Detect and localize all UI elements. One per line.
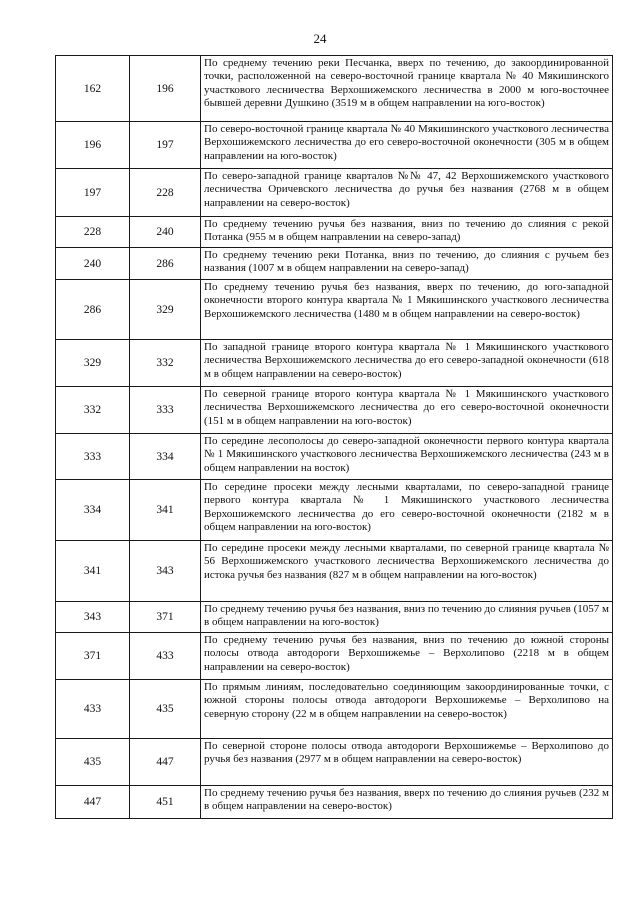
to-point: 341 bbox=[130, 480, 201, 541]
from-point: 162 bbox=[56, 56, 130, 122]
from-point: 371 bbox=[56, 633, 130, 680]
to-point: 329 bbox=[130, 280, 201, 340]
table-row bbox=[56, 217, 613, 248]
table-row bbox=[56, 786, 613, 819]
to-point: 343 bbox=[130, 541, 201, 602]
segment-description: По северо-западной границе кварталов №№ 47, 42 Верхошижемского участкового лесничества Оричевского лесничества до ручья без названия (2768 м в общем направлении на северо-восток) bbox=[201, 169, 613, 217]
from-point: 240 bbox=[56, 248, 130, 280]
from-point: 341 bbox=[56, 541, 130, 602]
table-row bbox=[56, 602, 613, 633]
from-point: 334 bbox=[56, 480, 130, 541]
table-row bbox=[56, 680, 613, 739]
table-row bbox=[56, 480, 613, 541]
segment-description: По среднему течению ручья без названия, вниз по течению до слияния ручьев (1057 м в общем направлении на юго-восток) bbox=[201, 602, 613, 633]
from-point: 228 bbox=[56, 217, 130, 248]
boundary-table bbox=[55, 55, 613, 819]
page-number: 24 bbox=[313, 31, 327, 46]
table-row bbox=[56, 633, 613, 680]
from-point: 197 bbox=[56, 169, 130, 217]
from-point: 343 bbox=[56, 602, 130, 633]
segment-description: По середине просеки между лесными кварталами, по северной границе квартала № 56 Верхошижемского участкового лесничества Верхошижемского лесничества до истока ручья без названия (827 м в общем направлении на юго-восток) bbox=[201, 541, 613, 602]
segment-description: По среднему течению ручья без названия, вниз по течению до южной стороны полосы отвода автодороги Верхошижемье – Верхолипово (2218 м в общем направлении на северо-восток) bbox=[201, 633, 613, 680]
table-row bbox=[56, 739, 613, 786]
segment-description: По западной границе второго контура квартала № 1 Мякишинского участкового лесничества Верхошижемского лесничества до его северо-западной оконечности (618 м в общем направлении на северо-восток) bbox=[201, 340, 613, 387]
segment-description: По середине лесополосы до северо-западной оконечности первого контура квартала № 1 Мякишинского участкового лесничества Верхошижемского лесничества (243 м в общем направлении на восток) bbox=[201, 434, 613, 480]
segment-description: По середине просеки между лесными кварталами, по северо-западной границе первого контура квартала № 1 Мякишинского участкового лесничества Верхошижемского лесничества до его северо-восточной оконечности (2182 м в общем направлении на юго-восток) bbox=[201, 480, 613, 541]
to-point: 451 bbox=[130, 786, 201, 819]
to-point: 333 bbox=[130, 387, 201, 434]
from-point: 333 bbox=[56, 434, 130, 480]
segment-description: По среднему течению ручья без названия, вниз по течению до слияния с рекой Потанка (955 м в общем направлении на северо-запад) bbox=[201, 217, 613, 248]
table-row bbox=[56, 122, 613, 169]
to-point: 286 bbox=[130, 248, 201, 280]
segment-description: По среднему течению реки Песчанка, вверх по течению, до закоординированной точки, расположенной на северо-восточной границе квартала № 40 Мякишинского участкового лесничества Верхошижемского лесничества в 2000 м юго-восточнее бывшей деревни Душкино (3519 м в общем направлении на юго-восток) bbox=[201, 56, 613, 122]
to-point: 196 bbox=[130, 56, 201, 122]
to-point: 240 bbox=[130, 217, 201, 248]
to-point: 447 bbox=[130, 739, 201, 786]
to-point: 435 bbox=[130, 680, 201, 739]
table-row bbox=[56, 280, 613, 340]
to-point: 334 bbox=[130, 434, 201, 480]
segment-description: По северо-восточной границе квартала № 40 Мякишинского участкового лесничества Верхошижемского лесничества до его северо-восточной оконечности (305 м в общем направлении на юго-восток) bbox=[201, 122, 613, 169]
segment-description: По северной стороне полосы отвода автодороги Верхошижемье – Верхолипово до ручья без названия (2977 м в общем направлении на северо-восток) bbox=[201, 739, 613, 786]
table-row bbox=[56, 169, 613, 217]
table-row bbox=[56, 56, 613, 122]
to-point: 332 bbox=[130, 340, 201, 387]
segment-description: По среднему течению реки Потанка, вниз по течению, до слияния с ручьем без названия (1007 м в общем направлении на северо-запад) bbox=[201, 248, 613, 280]
from-point: 433 bbox=[56, 680, 130, 739]
from-point: 329 bbox=[56, 340, 130, 387]
to-point: 433 bbox=[130, 633, 201, 680]
from-point: 286 bbox=[56, 280, 130, 340]
to-point: 371 bbox=[130, 602, 201, 633]
table-row bbox=[56, 340, 613, 387]
table-row bbox=[56, 248, 613, 280]
from-point: 196 bbox=[56, 122, 130, 169]
segment-description: По среднему течению ручья без названия, вверх по течению до слияния ручьев (232 м в общем направлении на северо-восток) bbox=[201, 786, 613, 819]
from-point: 332 bbox=[56, 387, 130, 434]
table-row bbox=[56, 434, 613, 480]
to-point: 197 bbox=[130, 122, 201, 169]
table-row bbox=[56, 387, 613, 434]
segment-description: По прямым линиям, последовательно соединяющим закоординированные точки, с южной стороны полосы отвода автодороги Верхошижемье – Верхолипово на северную сторону (22 м в общем направлении на северо-восток) bbox=[201, 680, 613, 739]
segment-description: По северной границе второго контура квартала № 1 Мякишинского участкового лесничества Верхошижемского лесничества до его северо-восточной оконечности (151 м в общем направлении на юго-восток) bbox=[201, 387, 613, 434]
table-row bbox=[56, 541, 613, 602]
from-point: 435 bbox=[56, 739, 130, 786]
from-point: 447 bbox=[56, 786, 130, 819]
segment-description: По среднему течению ручья без названия, вверх по течению, до юго-западной оконечности второго контура квартала № 1 Мякишинского участкового лесничества Верхошижемского лесничества (1480 м в общем направлении на северо-восток) bbox=[201, 280, 613, 340]
to-point: 228 bbox=[130, 169, 201, 217]
